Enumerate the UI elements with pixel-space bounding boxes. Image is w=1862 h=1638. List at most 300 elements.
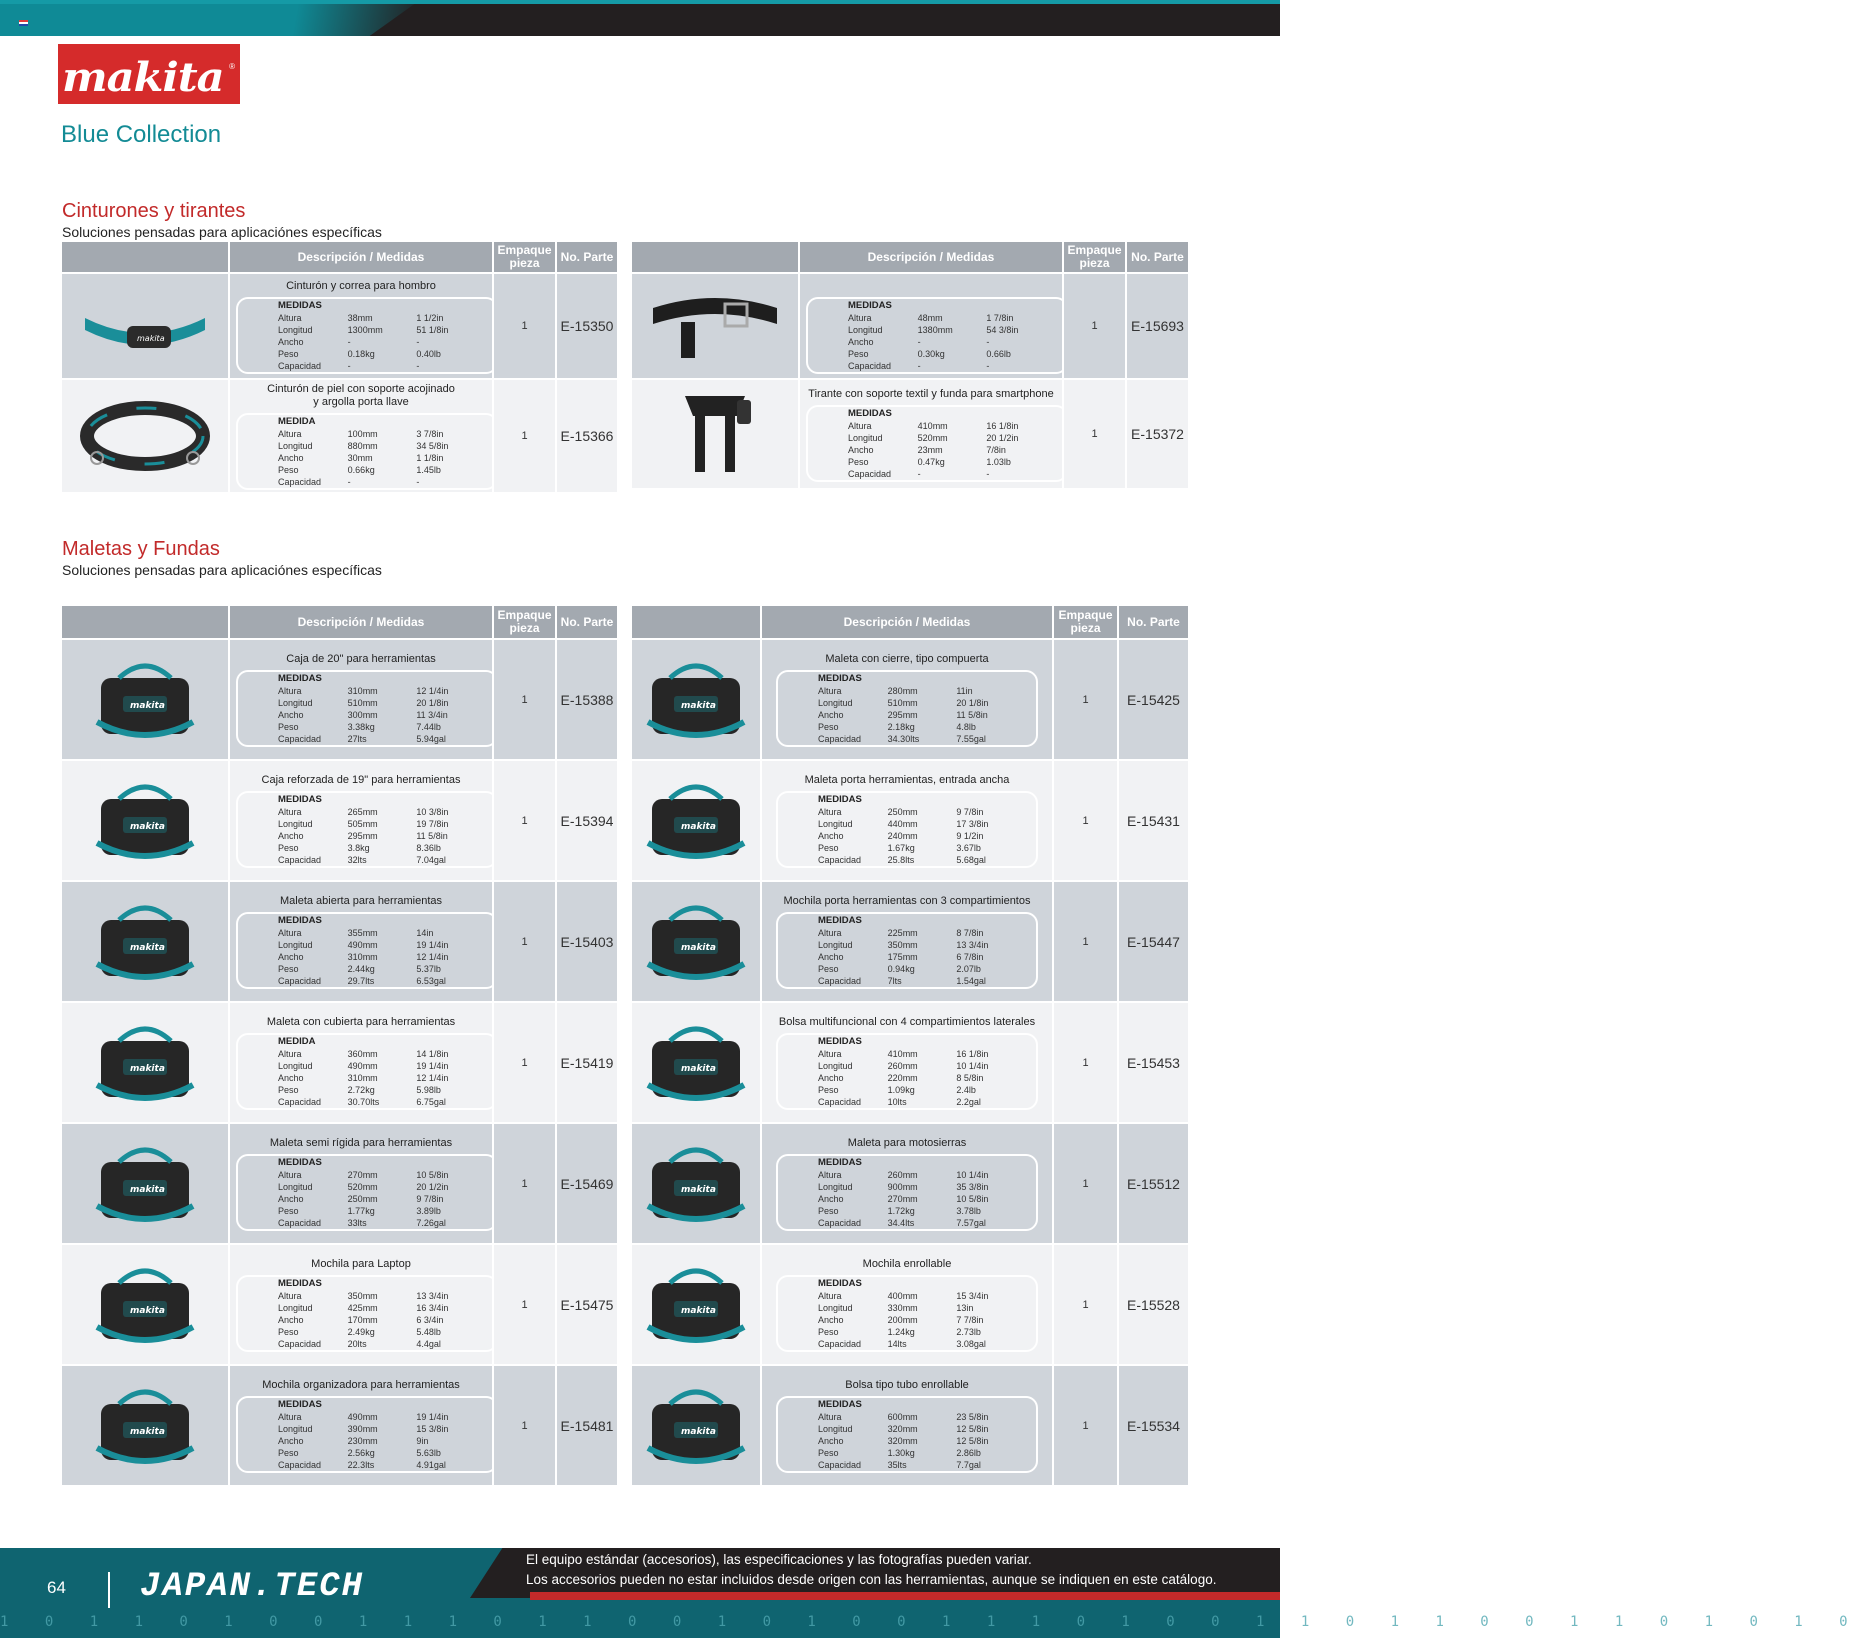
measurement-metric: 425mm xyxy=(347,1303,378,1313)
measurement-row-ancho xyxy=(278,1072,486,1084)
bags-table-left xyxy=(62,606,617,1485)
measurement-imperial: - xyxy=(416,336,420,347)
measurement-row-longitud xyxy=(818,1423,1026,1435)
svg-text:makita: makita xyxy=(681,1063,716,1074)
measurement-row-altura xyxy=(278,1169,486,1181)
svg-text:makita: makita xyxy=(681,700,716,711)
product-image-cell xyxy=(632,638,762,759)
part-number-cell: E-15419 xyxy=(557,1001,617,1122)
measurement-row-peso xyxy=(818,1326,1026,1338)
measurement-label: Ancho xyxy=(818,831,844,841)
measurements-title: MEDIDAS xyxy=(278,1157,322,1168)
product-row xyxy=(62,880,617,1001)
part-number-cell: E-15431 xyxy=(1119,759,1188,880)
semi-rigid-bag-icon xyxy=(66,1136,224,1232)
measurement-metric: 355mm xyxy=(347,928,378,938)
measurement-row-longitud xyxy=(818,697,1026,709)
measurement-label: Altura xyxy=(818,807,842,817)
measurement-label: Ancho xyxy=(278,952,304,962)
measurement-label: Longitud xyxy=(818,1303,853,1313)
suspenders-icon-graphic xyxy=(645,386,785,482)
measurement-imperial: 7.04gal xyxy=(416,855,446,865)
measurement-row-ancho xyxy=(818,1435,1026,1447)
measurement-row-capacidad xyxy=(818,1096,1026,1108)
measurement-imperial: 20 1/8in xyxy=(416,698,449,708)
measurement-metric: 34.4lts xyxy=(887,1218,915,1228)
measurement-imperial: 3 7/8in xyxy=(416,429,444,439)
measurements-title: MEDIDAS xyxy=(848,299,892,311)
product-name: Maleta abierta para herramientas xyxy=(279,895,443,907)
collection-title: Blue Collection xyxy=(61,121,222,148)
measurement-imperial: 6 7/8in xyxy=(956,952,984,962)
measurement-metric: 230mm xyxy=(347,1436,378,1446)
multi-pocket-bag-icon-graphic xyxy=(626,1015,766,1111)
product-description-cell xyxy=(762,759,1054,880)
product-description-cell xyxy=(762,1364,1054,1485)
measurement-label: Capacidad xyxy=(278,855,322,865)
measurements-title: MEDIDAS xyxy=(848,407,892,419)
measurement-label: Peso xyxy=(818,1206,839,1216)
measurement-metric: 505mm xyxy=(347,819,378,829)
measurement-label: Capacidad xyxy=(818,1218,862,1228)
measurement-metric: 250mm xyxy=(887,807,918,817)
product-image-cell xyxy=(632,1001,762,1122)
measurement-row-peso xyxy=(278,721,486,733)
measurement-row-altura xyxy=(278,806,486,818)
measurement-metric: 48mm xyxy=(917,312,943,323)
measurement-imperial: 1 7/8in xyxy=(986,312,1014,323)
quantity-cell: 1 xyxy=(1064,378,1127,488)
measurement-label: Capacidad xyxy=(278,1339,322,1349)
measurement-metric: 0.66kg xyxy=(347,465,375,475)
measurement-row-altura xyxy=(278,312,486,324)
product-image-cell xyxy=(632,759,762,880)
table-header-row xyxy=(632,242,1188,272)
measurement-label: Capacidad xyxy=(278,477,322,487)
section-subtitle-bags: Soluciones pensadas para aplicaciónes específicas xyxy=(62,562,382,578)
measurement-label: Peso xyxy=(278,964,299,974)
measurement-row-capacidad xyxy=(818,733,1026,745)
measurement-metric: 510mm xyxy=(887,698,918,708)
svg-text:makita: makita xyxy=(137,334,165,343)
table-header-row xyxy=(62,606,617,638)
measurement-row-capacidad xyxy=(278,975,486,987)
measurement-label: Capacidad xyxy=(818,976,862,986)
measurement-metric: 35lts xyxy=(887,1460,907,1470)
product-image-cell xyxy=(632,1122,762,1243)
measurement-label: Capacidad xyxy=(848,360,892,371)
measurement-metric: 900mm xyxy=(887,1182,918,1192)
measurement-imperial: 7.55gal xyxy=(956,734,986,744)
product-image-cell xyxy=(632,1364,762,1485)
measurement-label: Altura xyxy=(278,312,302,323)
measurement-row-longitud xyxy=(818,1060,1026,1072)
product-image-cell xyxy=(62,1001,230,1122)
measurement-label: Altura xyxy=(848,312,872,323)
product-row xyxy=(632,759,1188,880)
measurement-imperial: - xyxy=(986,360,990,371)
product-row xyxy=(62,272,617,378)
measurement-row-altura xyxy=(848,312,1056,324)
reinforced-case-icon xyxy=(66,773,224,869)
measurement-label: Ancho xyxy=(278,831,304,841)
measurement-label: Ancho xyxy=(278,336,304,347)
chainsaw-bag-icon xyxy=(636,1136,756,1232)
measurement-imperial: 1.03lb xyxy=(986,456,1011,467)
page-number: 64 xyxy=(47,1578,66,1597)
measurement-row-ancho xyxy=(278,951,486,963)
product-description-cell xyxy=(230,1364,494,1485)
footer-binary-pattern: 1 0 1 1 0 1 0 0 1 1 1 0 1 1 0 0 1 0 1 0 0 1 1 1 0 1 0 0 1 1 0 1 1 0 0 1 1 0 1 0 1 0 xyxy=(0,1614,1862,1630)
measurement-row-peso xyxy=(818,963,1026,975)
product-image-cell xyxy=(62,880,230,1001)
measurement-metric: 22.3lts xyxy=(347,1460,375,1470)
measurements-title: MEDIDAS xyxy=(818,1036,862,1047)
footer xyxy=(0,1548,1862,1638)
measurements-box xyxy=(776,1275,1038,1352)
measurement-label: Peso xyxy=(818,722,839,732)
measurement-imperial: 7.44lb xyxy=(416,722,441,732)
measurement-imperial: - xyxy=(986,336,990,347)
measurement-metric: 400mm xyxy=(887,1291,918,1301)
header-description: Descripción / Medidas xyxy=(230,606,494,638)
measurement-metric: 300mm xyxy=(347,710,378,720)
measurement-imperial: 15 3/4in xyxy=(956,1291,989,1301)
measurement-metric: - xyxy=(347,336,351,347)
measurement-imperial: 2.4lb xyxy=(956,1085,976,1095)
measurement-label: Altura xyxy=(278,686,302,696)
footer-red-stripe xyxy=(530,1592,1280,1600)
product-row xyxy=(62,1243,617,1364)
measurement-label: Peso xyxy=(278,1206,299,1216)
measurement-row-longitud xyxy=(278,1060,486,1072)
measurement-label: Altura xyxy=(848,420,872,431)
quantity-cell: 1 xyxy=(1054,759,1119,880)
product-name: Mochila para Laptop xyxy=(311,1258,411,1270)
measurements-title: MEDIDAS xyxy=(818,915,862,926)
product-name: Bolsa multifuncional con 4 compartimientos laterales xyxy=(778,1016,1036,1028)
measurement-row-peso xyxy=(278,464,486,476)
measurement-label: Capacidad xyxy=(848,468,892,479)
measurement-label: Longitud xyxy=(278,1303,313,1313)
part-number-cell: E-15475 xyxy=(557,1243,617,1364)
measurement-label: Altura xyxy=(278,429,302,439)
header-description: Descripción / Medidas xyxy=(800,242,1064,272)
measurement-imperial: 5.94gal xyxy=(416,734,446,744)
measurement-row-longitud xyxy=(848,324,1056,336)
product-name: Maleta con cierre, tipo compuerta xyxy=(825,653,989,665)
measurement-row-altura xyxy=(818,1169,1026,1181)
measurement-imperial: 2.73lb xyxy=(956,1327,981,1337)
product-image-cell xyxy=(62,638,230,759)
leather-belt-icon-graphic xyxy=(645,278,785,374)
measurement-label: Longitud xyxy=(278,698,313,708)
svg-text:makita: makita xyxy=(130,700,165,711)
product-description-cell xyxy=(800,378,1064,488)
measurement-metric: 34.30lts xyxy=(887,734,920,744)
measurements-title: MEDIDA xyxy=(278,1036,316,1047)
product-name: Mochila porta herramientas con 3 compartimientos xyxy=(783,895,1031,907)
measurement-row-longitud xyxy=(818,1181,1026,1193)
measurement-label: Longitud xyxy=(818,1182,853,1192)
measurement-row-capacidad xyxy=(818,1217,1026,1229)
product-row xyxy=(632,1001,1188,1122)
measurement-imperial: 4.8lb xyxy=(956,722,976,732)
measurement-row-capacidad xyxy=(848,360,1056,372)
measurement-metric: 1.24kg xyxy=(887,1327,915,1337)
measurement-label: Peso xyxy=(818,1327,839,1337)
section-title-bags: Maletas y Fundas xyxy=(62,538,220,560)
product-image-cell xyxy=(632,378,800,488)
svg-text:makita: makita xyxy=(681,821,716,832)
measurement-row-capacidad xyxy=(818,1338,1026,1350)
measurement-imperial: 19 1/4in xyxy=(416,1412,449,1422)
measurement-label: Capacidad xyxy=(278,734,322,744)
measurement-metric: 25.8lts xyxy=(887,855,915,865)
product-description-cell xyxy=(800,272,1064,378)
flag-icon xyxy=(19,20,28,26)
measurement-row-capacidad xyxy=(848,468,1056,480)
product-row xyxy=(632,1122,1188,1243)
part-number-cell: E-15372 xyxy=(1127,378,1188,488)
quantity-cell: 1 xyxy=(1054,1243,1119,1364)
measurements-box xyxy=(236,1033,498,1110)
measurement-imperial: 9 7/8in xyxy=(956,807,984,817)
measurement-metric: 490mm xyxy=(347,1061,378,1071)
measurement-metric: 410mm xyxy=(917,420,948,431)
measurement-imperial: 5.37lb xyxy=(416,964,441,974)
measurement-metric: 320mm xyxy=(887,1436,918,1446)
measurement-imperial: 2.2gal xyxy=(956,1097,981,1107)
product-description-cell xyxy=(230,638,494,759)
measurement-imperial: 1.45lb xyxy=(416,465,441,475)
measurement-label: Longitud xyxy=(818,698,853,708)
measurement-label: Ancho xyxy=(278,453,304,463)
measurement-imperial: 5.68gal xyxy=(956,855,986,865)
header-image-cell xyxy=(62,606,230,638)
measurements-box xyxy=(806,297,1068,374)
measurement-metric: 265mm xyxy=(347,807,378,817)
measurement-metric: 32lts xyxy=(347,855,367,865)
quantity-cell: 1 xyxy=(1054,638,1119,759)
measurement-imperial: 16 1/8in xyxy=(986,420,1019,431)
measurement-label: Longitud xyxy=(818,1061,853,1071)
measurement-imperial: 1 1/2in xyxy=(416,312,444,323)
measurement-row-ancho xyxy=(818,1193,1026,1205)
measurement-row-altura xyxy=(818,1048,1026,1060)
measurement-metric: - xyxy=(917,360,921,371)
measurement-label: Longitud xyxy=(848,432,883,443)
measurement-metric: 310mm xyxy=(347,686,378,696)
measurement-imperial: 13 3/4in xyxy=(416,1291,449,1301)
bucket-bag-icon-graphic xyxy=(626,894,766,990)
measurement-row-peso xyxy=(278,348,486,360)
measurement-row-capacidad xyxy=(278,1459,486,1471)
measurement-imperial: 6.53gal xyxy=(416,976,446,986)
measurements-box xyxy=(236,1154,498,1231)
measurement-metric: 0.18kg xyxy=(347,348,375,359)
measurement-row-peso xyxy=(278,1326,486,1338)
measurements-box xyxy=(236,413,498,490)
leather-belt-icon xyxy=(636,278,794,374)
measurement-label: Altura xyxy=(278,928,302,938)
product-description-cell xyxy=(762,638,1054,759)
measurements-title: MEDIDAS xyxy=(818,1157,862,1168)
measurement-label: Ancho xyxy=(278,710,304,720)
svg-text:makita: makita xyxy=(130,1426,165,1437)
measurement-row-ancho xyxy=(278,1193,486,1205)
measurement-label: Peso xyxy=(278,1085,299,1095)
measurement-metric: 390mm xyxy=(347,1424,378,1434)
header-description: Descripción / Medidas xyxy=(230,242,494,272)
measurement-label: Longitud xyxy=(278,1061,313,1071)
measurement-imperial: 1.54gal xyxy=(956,976,986,986)
product-row xyxy=(632,638,1188,759)
measurement-label: Capacidad xyxy=(818,1460,862,1470)
measurement-imperial: 12 5/8in xyxy=(956,1436,989,1446)
measurement-label: Ancho xyxy=(278,1315,304,1325)
laptop-bag-icon-graphic xyxy=(75,1257,215,1353)
roll-tube-bag-icon-graphic xyxy=(626,1378,766,1474)
measurement-imperial: 7.26gal xyxy=(416,1218,446,1228)
part-number-cell: E-15388 xyxy=(557,638,617,759)
measurement-metric: 310mm xyxy=(347,952,378,962)
measurement-row-altura xyxy=(818,685,1026,697)
measurement-metric: 330mm xyxy=(887,1303,918,1313)
svg-text:makita: makita xyxy=(130,821,165,832)
measurement-imperial: 12 1/4in xyxy=(416,686,449,696)
header-part-number: No. Parte xyxy=(557,242,617,272)
measurement-row-altura xyxy=(818,1290,1026,1302)
measurement-metric: 29.7lts xyxy=(347,976,375,986)
measurement-imperial: 1 1/8in xyxy=(416,453,444,463)
header-quantity: Empaque pieza xyxy=(1054,606,1119,638)
belt-teal-icon-graphic xyxy=(75,278,215,374)
measurement-imperial: 20 1/8in xyxy=(956,698,989,708)
measurement-imperial: 8 7/8in xyxy=(956,928,984,938)
measurement-metric: 410mm xyxy=(887,1049,918,1059)
measurement-row-capacidad xyxy=(278,1096,486,1108)
measurements-title: MEDIDAS xyxy=(278,673,322,684)
measurements-box xyxy=(236,1396,498,1473)
measurement-label: Capacidad xyxy=(278,360,322,371)
measurement-row-peso xyxy=(278,1084,486,1096)
measurement-label: Peso xyxy=(278,465,299,475)
measurement-row-altura xyxy=(818,927,1026,939)
tool-case-icon-graphic xyxy=(75,652,215,748)
product-name: Tirante con soporte textil y funda para smartphone xyxy=(808,387,1054,400)
header-quantity: Empaque pieza xyxy=(1064,242,1127,272)
measurement-metric: 360mm xyxy=(347,1049,378,1059)
part-number-cell: E-15366 xyxy=(557,378,617,492)
measurement-label: Peso xyxy=(848,456,869,467)
japantech-logo: JAPAN.TECH xyxy=(140,1568,365,1606)
part-number-cell: E-15394 xyxy=(557,759,617,880)
bags-table-right xyxy=(632,606,1188,1485)
measurement-metric: 520mm xyxy=(347,1182,378,1192)
product-description-cell xyxy=(230,880,494,1001)
header-image-cell xyxy=(62,242,230,272)
product-description-cell xyxy=(762,1243,1054,1364)
measurement-label: Altura xyxy=(818,1291,842,1301)
svg-text:makita: makita xyxy=(130,1063,165,1074)
measurement-imperial: 9 1/2in xyxy=(956,831,984,841)
measurement-metric: 600mm xyxy=(887,1412,918,1422)
product-row xyxy=(62,638,617,759)
quantity-cell: 1 xyxy=(494,1001,557,1122)
measurement-label: Capacidad xyxy=(818,1339,862,1349)
measurement-metric: 100mm xyxy=(347,429,378,439)
footer-note-2: Los accesorios pueden no estar incluidos desde origen con las herramientas, aunque se indiquen en este catálogo. xyxy=(526,1572,1217,1587)
quantity-cell: 1 xyxy=(1054,1122,1119,1243)
measurement-metric: 490mm xyxy=(347,940,378,950)
measurement-label: Peso xyxy=(278,843,299,853)
measurement-imperial: 19 7/8in xyxy=(416,819,449,829)
measurement-metric: 240mm xyxy=(887,831,918,841)
measurement-metric: 3.38kg xyxy=(347,722,375,732)
measurement-label: Altura xyxy=(818,1170,842,1180)
padded-belt-icon xyxy=(66,388,224,484)
measurement-row-ancho xyxy=(818,709,1026,721)
svg-text:makita: makita xyxy=(130,1184,165,1195)
semi-rigid-bag-icon-graphic xyxy=(75,1136,215,1232)
measurement-label: Ancho xyxy=(818,710,844,720)
measurements-title: MEDIDA xyxy=(278,416,316,427)
measurement-metric: 880mm xyxy=(347,441,378,451)
measurement-imperial: 3.89lb xyxy=(416,1206,441,1216)
product-row xyxy=(62,1122,617,1243)
makita-logo xyxy=(58,44,240,104)
measurement-imperial: 7.7gal xyxy=(956,1460,981,1470)
measurement-imperial: - xyxy=(986,468,990,479)
measurement-label: Altura xyxy=(818,686,842,696)
measurement-imperial: 35 3/8in xyxy=(956,1182,989,1192)
quantity-cell: 1 xyxy=(494,1122,557,1243)
measurement-label: Longitud xyxy=(818,819,853,829)
measurement-imperial: 5.63lb xyxy=(416,1448,441,1458)
product-row xyxy=(62,759,617,880)
measurement-label: Longitud xyxy=(278,324,313,335)
open-tote-icon-graphic xyxy=(75,894,215,990)
product-image-cell xyxy=(62,378,230,492)
measurement-row-longitud xyxy=(818,1302,1026,1314)
measurement-metric: 10lts xyxy=(887,1097,907,1107)
part-number-cell: E-15447 xyxy=(1119,880,1188,1001)
measurement-row-ancho xyxy=(278,709,486,721)
measurement-row-altura xyxy=(278,428,486,440)
measurement-row-longitud xyxy=(818,818,1026,830)
covered-bag-icon xyxy=(66,1015,224,1111)
measurement-metric: 520mm xyxy=(917,432,948,443)
measurement-metric: 295mm xyxy=(887,710,918,720)
measurement-metric: 27lts xyxy=(347,734,367,744)
measurement-row-capacidad xyxy=(278,854,486,866)
measurement-label: Ancho xyxy=(818,1073,844,1083)
product-name: Mochila enrollable xyxy=(862,1258,952,1270)
header-quantity: Empaque pieza xyxy=(494,242,557,272)
product-description-cell xyxy=(230,1122,494,1243)
measurement-label: Ancho xyxy=(278,1436,304,1446)
product-image-cell xyxy=(632,272,800,378)
product-image-cell xyxy=(62,759,230,880)
measurement-row-capacidad xyxy=(278,1338,486,1350)
measurement-metric: - xyxy=(347,360,351,371)
measurement-metric: 2.44kg xyxy=(347,964,375,974)
measurement-label: Altura xyxy=(818,1412,842,1422)
measurement-imperial: 11 5/8in xyxy=(956,710,988,720)
part-number-cell: E-15425 xyxy=(1119,638,1188,759)
measurement-label: Longitud xyxy=(278,441,313,451)
